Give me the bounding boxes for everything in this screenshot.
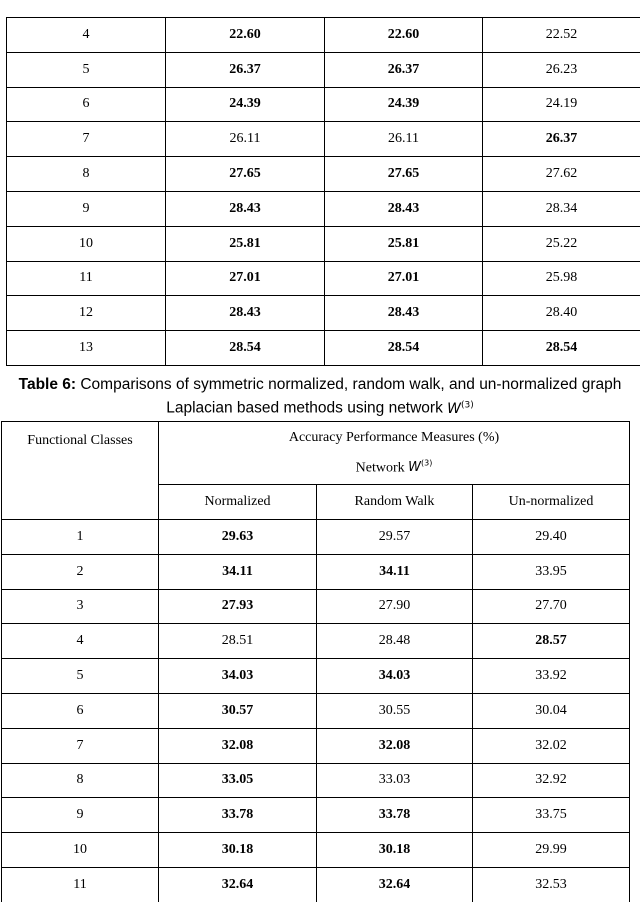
cell-normalized: 28.43	[166, 191, 325, 226]
table-row	[2, 798, 630, 833]
cell-unnormalized: 33.95	[473, 554, 630, 589]
cell-functional-class: 11	[2, 867, 159, 902]
cell-unnormalized: 25.98	[483, 261, 640, 296]
cell-functional-class: 1	[2, 520, 159, 555]
header-unnormalized: Un-normalized	[473, 485, 630, 520]
cell-unnormalized: 32.53	[473, 867, 630, 902]
cell-normalized: 27.65	[166, 157, 325, 192]
cell-normalized: 25.81	[166, 226, 325, 261]
table-row	[2, 554, 630, 589]
cell-random-walk: 27.01	[325, 261, 483, 296]
cell-random-walk: 24.39	[325, 87, 483, 122]
caption-math	[447, 401, 474, 417]
table-row	[2, 833, 630, 868]
cell-normalized: 32.08	[159, 728, 317, 763]
table-row	[7, 157, 640, 192]
cell-unnormalized: 32.92	[473, 763, 630, 798]
cell-functional-class: 7	[7, 122, 166, 157]
cell-functional-class: 5	[2, 659, 159, 694]
cell-normalized: 28.51	[159, 624, 317, 659]
cell-functional-class: 6	[2, 693, 159, 728]
table-row	[2, 624, 630, 659]
caption-line-1	[0, 375, 640, 395]
cell-unnormalized: 28.34	[483, 191, 640, 226]
cell-functional-class: 5	[7, 52, 166, 87]
table-row	[2, 867, 630, 902]
cell-unnormalized: 24.19	[483, 87, 640, 122]
cell-random-walk: 27.90	[317, 589, 473, 624]
cell-normalized: 29.63	[159, 520, 317, 555]
cell-unnormalized: 30.04	[473, 693, 630, 728]
cell-functional-class: 4	[7, 18, 166, 53]
cell-unnormalized: 29.99	[473, 833, 630, 868]
table-row	[2, 728, 630, 763]
cell-unnormalized: 28.57	[473, 624, 630, 659]
cell-random-walk: 28.54	[325, 331, 483, 366]
cell-unnormalized: 26.37	[483, 122, 640, 157]
cell-random-walk: 34.11	[317, 554, 473, 589]
cell-random-walk: 28.43	[325, 191, 483, 226]
cell-functional-class: 6	[7, 87, 166, 122]
header-network-math	[408, 460, 432, 475]
cell-unnormalized: 32.02	[473, 728, 630, 763]
cell-random-walk: 27.65	[325, 157, 483, 192]
cell-random-walk: 30.55	[317, 693, 473, 728]
caption-text-1: Comparisons of symmetric normalized, random walk, and un-normalized graph	[76, 376, 622, 393]
cell-unnormalized: 22.52	[483, 18, 640, 53]
header-functional-classes: Functional Classes	[2, 422, 159, 520]
cell-random-walk: 22.60	[325, 18, 483, 53]
cell-functional-class: 11	[7, 261, 166, 296]
cell-normalized: 27.01	[166, 261, 325, 296]
cell-functional-class: 8	[2, 763, 159, 798]
table-row	[2, 693, 630, 728]
header-network-math-sup: (3)	[421, 458, 433, 468]
cell-functional-class: 10	[2, 833, 159, 868]
header-network-math-base: W	[408, 460, 422, 476]
cell-random-walk: 29.57	[317, 520, 473, 555]
cell-normalized: 22.60	[166, 18, 325, 53]
cell-unnormalized: 28.40	[483, 296, 640, 331]
table-6	[1, 421, 630, 902]
cell-functional-class: 10	[7, 226, 166, 261]
table-row	[2, 763, 630, 798]
cell-functional-class: 12	[7, 296, 166, 331]
header-normalized: Normalized	[159, 485, 317, 520]
cell-unnormalized: 27.70	[473, 589, 630, 624]
caption-line-2	[0, 395, 640, 419]
cell-random-walk: 26.37	[325, 52, 483, 87]
cell-normalized: 27.93	[159, 589, 317, 624]
cell-functional-class: 7	[2, 728, 159, 763]
cell-random-walk: 32.08	[317, 728, 473, 763]
cell-normalized: 34.03	[159, 659, 317, 694]
table-row	[7, 87, 640, 122]
cell-random-walk: 30.18	[317, 833, 473, 868]
cell-normalized: 26.37	[166, 52, 325, 87]
table-caption	[0, 375, 640, 419]
table-row	[2, 589, 630, 624]
results-table-continued-body	[7, 18, 640, 366]
cell-random-walk: 33.78	[317, 798, 473, 833]
cell-unnormalized: 33.75	[473, 798, 630, 833]
cell-unnormalized: 27.62	[483, 157, 640, 192]
cell-random-walk: 28.43	[325, 296, 483, 331]
cell-unnormalized: 28.54	[483, 331, 640, 366]
header-accuracy	[159, 422, 630, 485]
table-row	[7, 296, 640, 331]
header-accuracy-title: Accuracy Performance Measures (%)	[288, 429, 500, 445]
table-row	[2, 659, 630, 694]
cell-functional-class: 9	[7, 191, 166, 226]
cell-random-walk: 32.64	[317, 867, 473, 902]
cell-unnormalized: 29.40	[473, 520, 630, 555]
header-network-label: Network	[355, 460, 409, 476]
cell-unnormalized: 25.22	[483, 226, 640, 261]
cell-random-walk: 28.48	[317, 624, 473, 659]
cell-functional-class: 8	[7, 157, 166, 192]
table-row	[7, 331, 640, 366]
cell-random-walk: 26.11	[325, 122, 483, 157]
cell-normalized: 24.39	[166, 87, 325, 122]
results-table-continued	[6, 17, 640, 366]
cell-normalized: 33.05	[159, 763, 317, 798]
cell-normalized: 28.43	[166, 296, 325, 331]
cell-random-walk: 25.81	[325, 226, 483, 261]
table-6-body	[2, 520, 630, 902]
caption-text-2: Laplacian based methods using network	[166, 399, 448, 417]
table-row	[7, 122, 640, 157]
caption-math-sup: (3)	[461, 400, 474, 410]
cell-functional-class: 9	[2, 798, 159, 833]
caption-math-base: W	[447, 400, 461, 417]
cell-normalized: 33.78	[159, 798, 317, 833]
cell-normalized: 26.11	[166, 122, 325, 157]
cell-functional-class: 2	[2, 554, 159, 589]
cell-functional-class: 4	[2, 624, 159, 659]
table-6-header	[2, 422, 630, 520]
caption-label: Table 6:	[18, 376, 77, 393]
cell-functional-class: 13	[7, 331, 166, 366]
cell-normalized: 34.11	[159, 554, 317, 589]
header-random-walk: Random Walk	[317, 485, 473, 520]
cell-normalized: 32.64	[159, 867, 317, 902]
cell-random-walk: 34.03	[317, 659, 473, 694]
table-row	[7, 261, 640, 296]
table-row	[7, 226, 640, 261]
table-row	[2, 520, 630, 555]
table-row	[7, 18, 640, 53]
table-row	[7, 52, 640, 87]
cell-functional-class: 3	[2, 589, 159, 624]
header-network	[159, 451, 629, 481]
table-row	[7, 191, 640, 226]
cell-normalized: 28.54	[166, 331, 325, 366]
cell-random-walk: 33.03	[317, 763, 473, 798]
cell-unnormalized: 26.23	[483, 52, 640, 87]
cell-normalized: 30.18	[159, 833, 317, 868]
cell-unnormalized: 33.92	[473, 659, 630, 694]
cell-normalized: 30.57	[159, 693, 317, 728]
